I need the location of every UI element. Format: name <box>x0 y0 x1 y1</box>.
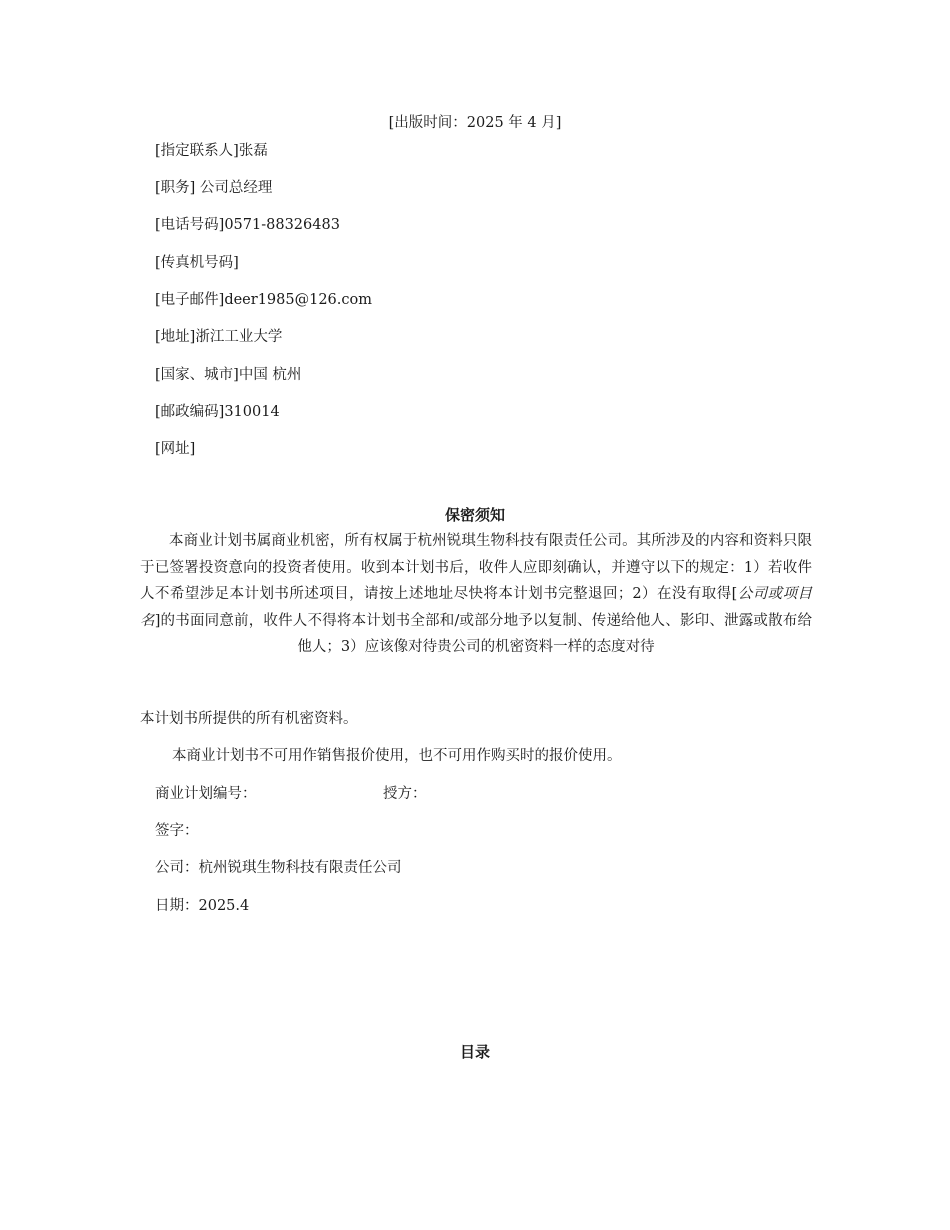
publish-time: [出版时间：2025 年 4 月] <box>388 115 562 131</box>
signature-label: 签字： <box>155 823 199 839</box>
contact-phone: [电话号码]0571-88326483 <box>155 217 340 233</box>
toc-title: 目录 <box>459 1043 490 1061</box>
confidential-title: 保密须知 <box>444 506 505 524</box>
contact-person: [指定联系人]张磊 <box>155 143 268 159</box>
usage-note: 本商业计划书不可用作销售报价使用，也不可用作购买时的报价使用。 <box>172 748 622 764</box>
contact-address: [地址]浙江工业大学 <box>155 329 283 345</box>
contact-postcode: [邮政编码]310014 <box>155 404 280 420</box>
grantee-label: 授方： <box>383 786 427 802</box>
contact-country-city: [国家、城市]中国 杭州 <box>155 367 302 383</box>
date-label: 日期：2025.4 <box>155 898 250 914</box>
plan-number-label: 商业计划编号： <box>155 786 257 802</box>
confidential-paragraph <box>140 528 812 661</box>
confidential-tail: 本计划书所提供的所有机密资料。 <box>140 711 358 727</box>
project-name-placeholder: 公司或项目名 <box>140 586 812 629</box>
contact-position: [职务] 公司总经理 <box>155 180 273 196</box>
contact-email: [电子邮件]deer1985@126.com <box>155 292 372 308</box>
confidential-text-b: ]的书面同意前，收件人不得将本计划书全部和/或部分地予以复制、传递给他人、影印、泄露或散布给他人；3）应该像对待贵公司的机密资料一样的态度对待 <box>154 612 812 656</box>
company-label: 公司：杭州锐琪生物科技有限责任公司 <box>155 860 402 876</box>
contact-fax: [传真机号码] <box>155 255 239 271</box>
confidential-text-a: 本商业计划书属商业机密，所有权属于杭州锐琪生物科技有限责任公司。其所涉及的内容和资料只限于已签署投资意向的投资者使用。收到本计划书后，收件人应即刻确认，并遵守以下的规定：1）若收件人不希望涉足本计划书所述项目，请按上述地址尽快将本计划书完整退回；2）在没有取得[ <box>140 533 812 603</box>
contact-website: [网址] <box>155 441 196 457</box>
